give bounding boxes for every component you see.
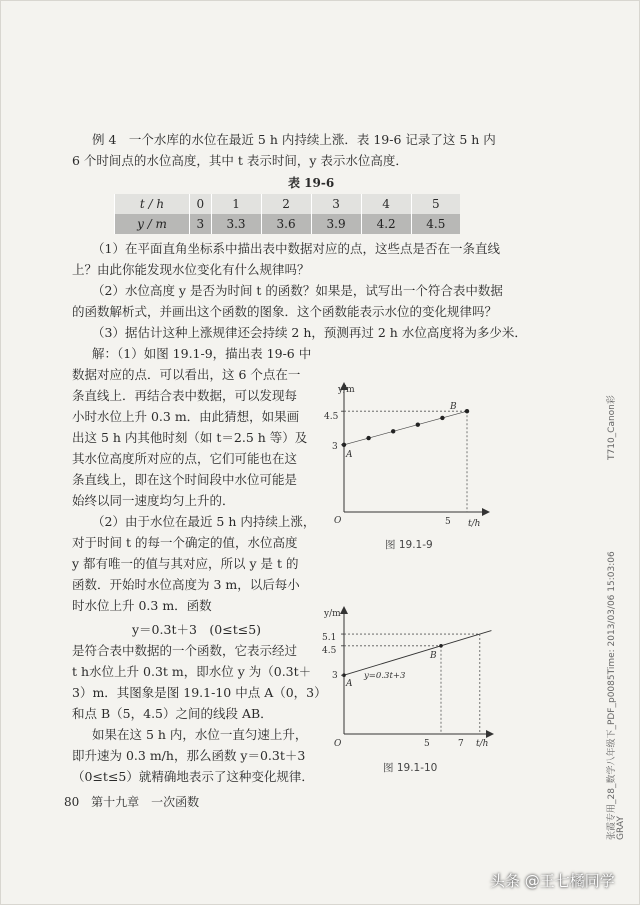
scan-side-text-bottom: 张霞专用_28_数学八年级下_PDF_p0085Time: 2013/03/06 15:03:06 xyxy=(607,551,617,840)
table-cell: 4.2 xyxy=(361,214,411,234)
fig1-data-point xyxy=(366,436,370,440)
table-row-label: t / h xyxy=(115,194,190,214)
question-line: （3）据估计这种上涨规律还会持续 2 h，预测再过 2 h 水位高度将为多少米． xyxy=(92,325,527,340)
solution-line: 解：（1）如图 19.1-9，描出表 19-6 中 xyxy=(92,346,312,361)
fig1-x-tick-label: 5 xyxy=(445,517,451,527)
fig1-data-point xyxy=(440,416,444,420)
fig1-y-tick-label: 3 xyxy=(332,442,338,452)
table-cell: 3.3 xyxy=(211,214,261,234)
question-line: （2）水位高度 y 是否为时间 t 的函数？如果是，试写出一个符合表中数据 xyxy=(92,283,503,298)
table-row xyxy=(115,194,461,214)
table-row-label: y / m xyxy=(115,214,190,234)
fig1-caption: 图 19.1-9 xyxy=(385,539,433,551)
solution-line: 条直线上．再结合表中数据，可以发现每 xyxy=(72,388,298,403)
solution-line: 数据对应的点．可以看出，这 6 个点在一 xyxy=(72,367,301,382)
fig2-point-b xyxy=(439,644,443,648)
fig1-origin: O xyxy=(334,516,342,526)
solution-line: 其水位高度所对应的点，它们可能也在这 xyxy=(72,451,298,466)
solution-line: 时水位上升 0.3 m．函数 xyxy=(72,598,212,613)
page-number: 80 xyxy=(64,795,80,809)
function-formula: y＝0.3t＋3 (0≤t≤5) xyxy=(132,622,262,637)
solution-line: （2）由于水位在最近 5 h 内持续上涨， xyxy=(92,514,316,529)
fig2-ylabel: y/m xyxy=(324,609,341,619)
solution-line: （0≤t≤5）就精确地表示了这种变化规律． xyxy=(72,769,314,784)
fig1-y-tick-label: 4.5 xyxy=(324,412,339,422)
fig1-point-a-label: A xyxy=(346,450,353,460)
figure-19-1-9 xyxy=(318,378,498,528)
fig2-y-tick-label: 3 xyxy=(332,671,338,681)
question-line: 上？由此你能发现水位变化有什么规律吗？ xyxy=(72,262,310,277)
chapter-title: 第十九章 一次函数 xyxy=(91,795,200,809)
table-title: 表 19-6 xyxy=(288,176,335,190)
solution-line: t h水位上升 0.3t m，即水位 y 为（0.3t＋ xyxy=(72,664,312,679)
table-cell: 3 xyxy=(190,214,212,234)
fig1-data-point xyxy=(391,429,395,433)
solution-line: 小时水位上升 0.3 m．由此猜想，如果画 xyxy=(72,409,300,424)
fig2-point-a-label: A xyxy=(346,679,353,689)
solution-line: 是符合表中数据的一个函数，它表示经过 xyxy=(72,643,298,658)
fig1-trend-line xyxy=(344,411,467,445)
fig1-data-point xyxy=(465,409,469,413)
fig2-y-tick-label: 5.1 xyxy=(322,633,337,643)
scan-side-text-gray: GRAY xyxy=(616,816,626,840)
table-cell: 0 xyxy=(190,194,212,214)
table-cell: 3.6 xyxy=(261,214,311,234)
fig2-xlabel: t/h xyxy=(476,739,489,749)
watermark: 头条 @王七橘同学 xyxy=(490,872,615,890)
scan-side-text-top: T710_Canon彩 xyxy=(607,395,617,460)
table-cell: 4 xyxy=(361,194,411,214)
page-footer xyxy=(64,793,199,810)
example-line-1: 例 4 一个水库的水位在最近 5 h 内持续上涨．表 19-6 记录了这 5 h 内 xyxy=(92,132,496,147)
solution-line: y 都有唯一的值与其对应，所以 y 是 t 的 xyxy=(72,556,299,571)
table-cell: 3.9 xyxy=(311,214,361,234)
table-cell: 4.5 xyxy=(411,214,460,234)
fig1-xlabel: t/h xyxy=(468,519,481,528)
question-line: 的函数解析式，并画出这个函数的图象．这个函数能表示水位的变化规律吗？ xyxy=(72,304,498,319)
solution-line: 和点 B（5，4.5）之间的线段 AB． xyxy=(72,706,273,721)
table-row xyxy=(115,214,461,234)
fig2-y-tick-label: 4.5 xyxy=(322,646,337,656)
table-cell: 2 xyxy=(261,194,311,214)
fig2-caption: 图 19.1-10 xyxy=(383,762,438,774)
solution-line: 对于时间 t 的每一个确定的值，水位高度 xyxy=(72,535,298,550)
solution-line: 始终以同一速度均匀上升的． xyxy=(72,493,235,508)
question-line: （1）在平面直角坐标系中描出表中数据对应的点，这些点是否在一条直线 xyxy=(92,241,500,256)
fig2-line-label: y=0.3t+3 xyxy=(364,671,406,681)
solution-line: 条直线上，即在这个时间段中水位可能是 xyxy=(72,472,298,487)
table-cell: 3 xyxy=(311,194,361,214)
fig2-x-tick-label: 5 xyxy=(424,739,430,749)
fig1-data-point xyxy=(416,422,420,426)
table-cell: 1 xyxy=(211,194,261,214)
fig1-ylabel: y/m xyxy=(338,385,355,395)
solution-line: 如果在这 5 h 内，水位一直匀速上升， xyxy=(92,727,308,742)
fig2-function-line xyxy=(344,631,491,676)
solution-line: 即升速为 0.3 m/h，那么函数 y＝0.3t＋3 xyxy=(72,748,306,763)
solution-line: 出这 5 h 内其他时刻（如 t＝2.5 h 等）及 xyxy=(72,430,308,445)
figure-19-1-10 xyxy=(318,606,498,754)
fig1-point-b-label: B xyxy=(450,402,457,412)
fig2-point-b-label: B xyxy=(430,651,437,661)
fig2-x-tick-label: 7 xyxy=(458,739,464,749)
example-line-2: 6 个时间点的水位高度，其中 t 表示时间，y 表示水位高度． xyxy=(72,153,408,168)
data-table xyxy=(114,194,460,234)
fig2-origin: O xyxy=(334,739,342,749)
solution-line: 3）m．其图象是图 19.1-10 中点 A（0，3） xyxy=(72,685,327,700)
solution-line: 函数．开始时水位高度为 3 m，以后每小 xyxy=(72,577,300,592)
table-cell: 5 xyxy=(411,194,460,214)
